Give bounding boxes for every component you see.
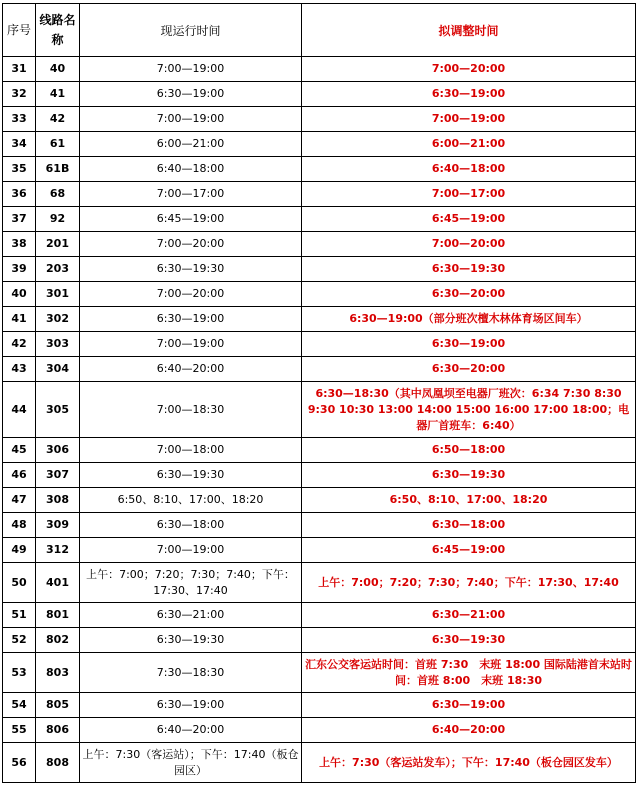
row-line-name: 92 bbox=[36, 207, 80, 232]
row-line-name: 303 bbox=[36, 332, 80, 357]
row-index: 31 bbox=[3, 57, 36, 82]
row-line-name: 61 bbox=[36, 132, 80, 157]
row-index: 43 bbox=[3, 357, 36, 382]
row-proposed-time: 6:30—19:00 bbox=[302, 332, 636, 357]
table-row bbox=[3, 628, 636, 653]
table-row bbox=[3, 488, 636, 513]
header-current-time: 现运行时间 bbox=[80, 4, 302, 57]
table-row bbox=[3, 563, 636, 603]
row-current-time: 7:00—20:00 bbox=[80, 282, 302, 307]
schedule-table-wrapper bbox=[2, 3, 635, 783]
row-index: 41 bbox=[3, 307, 36, 332]
row-line-name: 309 bbox=[36, 513, 80, 538]
row-index: 54 bbox=[3, 693, 36, 718]
row-proposed-time: 6:30—19:30 bbox=[302, 463, 636, 488]
row-line-name: 808 bbox=[36, 743, 80, 783]
row-index: 33 bbox=[3, 107, 36, 132]
row-index: 55 bbox=[3, 718, 36, 743]
table-row bbox=[3, 282, 636, 307]
row-proposed-time: 上午：7:00；7:20；7:30；7:40；下午：17:30、17:40 bbox=[302, 563, 636, 603]
table-row bbox=[3, 82, 636, 107]
row-proposed-time: 6:30—19:30 bbox=[302, 257, 636, 282]
row-index: 34 bbox=[3, 132, 36, 157]
row-index: 56 bbox=[3, 743, 36, 783]
table-row bbox=[3, 438, 636, 463]
row-current-time: 上午：7:30（客运站）；下午：17:40（板仓园区） bbox=[80, 743, 302, 783]
table-row bbox=[3, 207, 636, 232]
row-line-name: 42 bbox=[36, 107, 80, 132]
row-line-name: 806 bbox=[36, 718, 80, 743]
row-index: 45 bbox=[3, 438, 36, 463]
row-line-name: 305 bbox=[36, 382, 80, 438]
table-row bbox=[3, 603, 636, 628]
row-proposed-time: 7:00—19:00 bbox=[302, 107, 636, 132]
row-line-name: 302 bbox=[36, 307, 80, 332]
row-current-time: 7:00—18:00 bbox=[80, 438, 302, 463]
row-index: 35 bbox=[3, 157, 36, 182]
row-current-time: 6:30—19:00 bbox=[80, 307, 302, 332]
row-current-time: 6:30—21:00 bbox=[80, 603, 302, 628]
row-line-name: 801 bbox=[36, 603, 80, 628]
row-index: 42 bbox=[3, 332, 36, 357]
row-current-time: 7:00—19:00 bbox=[80, 57, 302, 82]
row-current-time: 7:00—19:00 bbox=[80, 538, 302, 563]
row-proposed-time: 6:30—20:00 bbox=[302, 357, 636, 382]
row-current-time: 6:40—20:00 bbox=[80, 357, 302, 382]
row-current-time: 7:00—20:00 bbox=[80, 232, 302, 257]
row-line-name: 304 bbox=[36, 357, 80, 382]
row-proposed-time: 6:40—18:00 bbox=[302, 157, 636, 182]
row-proposed-time: 6:30—19:30 bbox=[302, 628, 636, 653]
row-current-time: 6:30—19:00 bbox=[80, 82, 302, 107]
row-line-name: 203 bbox=[36, 257, 80, 282]
table-row bbox=[3, 107, 636, 132]
row-current-time: 6:45—19:00 bbox=[80, 207, 302, 232]
table-header-row bbox=[3, 4, 636, 57]
row-current-time: 7:00—19:00 bbox=[80, 107, 302, 132]
row-index: 50 bbox=[3, 563, 36, 603]
row-index: 52 bbox=[3, 628, 36, 653]
row-current-time: 上午：7:00；7:20；7:30；7:40；下午：17:30、17:40 bbox=[80, 563, 302, 603]
table-row bbox=[3, 718, 636, 743]
bus-schedule-table bbox=[2, 3, 636, 783]
header-proposed-time: 拟调整时间 bbox=[302, 4, 636, 57]
row-line-name: 401 bbox=[36, 563, 80, 603]
row-line-name: 308 bbox=[36, 488, 80, 513]
table-row bbox=[3, 232, 636, 257]
row-current-time: 7:00—18:30 bbox=[80, 382, 302, 438]
row-line-name: 805 bbox=[36, 693, 80, 718]
row-proposed-time: 7:00—17:00 bbox=[302, 182, 636, 207]
row-current-time: 7:00—17:00 bbox=[80, 182, 302, 207]
row-current-time: 6:50、8:10、17:00、18:20 bbox=[80, 488, 302, 513]
table-row bbox=[3, 513, 636, 538]
row-proposed-time: 6:30—21:00 bbox=[302, 603, 636, 628]
row-proposed-time: 7:00—20:00 bbox=[302, 57, 636, 82]
row-line-name: 307 bbox=[36, 463, 80, 488]
row-line-name: 312 bbox=[36, 538, 80, 563]
table-row bbox=[3, 382, 636, 438]
table-body bbox=[3, 57, 636, 783]
row-index: 44 bbox=[3, 382, 36, 438]
row-proposed-time: 6:30—20:00 bbox=[302, 282, 636, 307]
row-current-time: 7:00—19:00 bbox=[80, 332, 302, 357]
row-index: 40 bbox=[3, 282, 36, 307]
table-row bbox=[3, 57, 636, 82]
row-line-name: 803 bbox=[36, 653, 80, 693]
table-row bbox=[3, 463, 636, 488]
row-proposed-time: 6:30—19:00（部分班次檀木林体育场区间车） bbox=[302, 307, 636, 332]
row-proposed-time: 6:50、8:10、17:00、18:20 bbox=[302, 488, 636, 513]
row-current-time: 6:40—20:00 bbox=[80, 718, 302, 743]
row-line-name: 61B bbox=[36, 157, 80, 182]
row-index: 49 bbox=[3, 538, 36, 563]
table-row bbox=[3, 257, 636, 282]
row-index: 38 bbox=[3, 232, 36, 257]
row-proposed-time: 6:00—21:00 bbox=[302, 132, 636, 157]
row-index: 46 bbox=[3, 463, 36, 488]
row-proposed-time: 6:30—18:00 bbox=[302, 513, 636, 538]
table-row bbox=[3, 653, 636, 693]
row-proposed-time: 6:30—19:00 bbox=[302, 693, 636, 718]
table-row bbox=[3, 693, 636, 718]
row-index: 36 bbox=[3, 182, 36, 207]
row-current-time: 6:30—19:30 bbox=[80, 628, 302, 653]
table-row bbox=[3, 332, 636, 357]
row-index: 39 bbox=[3, 257, 36, 282]
row-proposed-time: 上午：7:30（客运站发车）；下午：17:40（板仓园区发车） bbox=[302, 743, 636, 783]
row-line-name: 306 bbox=[36, 438, 80, 463]
row-current-time: 6:30—18:00 bbox=[80, 513, 302, 538]
row-proposed-time: 6:40—20:00 bbox=[302, 718, 636, 743]
row-proposed-time: 6:50—18:00 bbox=[302, 438, 636, 463]
table-row bbox=[3, 132, 636, 157]
header-index: 序号 bbox=[3, 4, 36, 57]
row-index: 32 bbox=[3, 82, 36, 107]
row-current-time: 6:00—21:00 bbox=[80, 132, 302, 157]
table-row bbox=[3, 157, 636, 182]
row-current-time: 6:40—18:00 bbox=[80, 157, 302, 182]
table-row bbox=[3, 307, 636, 332]
row-current-time: 6:30—19:00 bbox=[80, 693, 302, 718]
row-current-time: 7:30—18:30 bbox=[80, 653, 302, 693]
row-index: 37 bbox=[3, 207, 36, 232]
row-proposed-time: 汇东公交客运站时间：首班 7:30 末班 18:00 国际陆港首末站时间：首班 8:00 末班 18:30 bbox=[302, 653, 636, 693]
row-line-name: 201 bbox=[36, 232, 80, 257]
row-proposed-time: 6:45—19:00 bbox=[302, 207, 636, 232]
row-proposed-time: 6:45—19:00 bbox=[302, 538, 636, 563]
row-index: 47 bbox=[3, 488, 36, 513]
row-proposed-time: 6:30—18:30（其中凤凰坝至电器厂班次：6:34 7:30 8:30 9:30 10:30 13:00 14:00 15:00 16:00 17:00 18:00；电器厂首班车：6:40） bbox=[302, 382, 636, 438]
row-line-name: 68 bbox=[36, 182, 80, 207]
row-index: 48 bbox=[3, 513, 36, 538]
row-proposed-time: 6:30—19:00 bbox=[302, 82, 636, 107]
row-index: 51 bbox=[3, 603, 36, 628]
row-index: 53 bbox=[3, 653, 36, 693]
row-line-name: 301 bbox=[36, 282, 80, 307]
table-row bbox=[3, 743, 636, 783]
row-line-name: 41 bbox=[36, 82, 80, 107]
row-proposed-time: 7:00—20:00 bbox=[302, 232, 636, 257]
row-current-time: 6:30—19:30 bbox=[80, 463, 302, 488]
table-row bbox=[3, 357, 636, 382]
row-line-name: 40 bbox=[36, 57, 80, 82]
table-row bbox=[3, 182, 636, 207]
header-line-name: 线路名称 bbox=[36, 4, 80, 57]
row-line-name: 802 bbox=[36, 628, 80, 653]
row-current-time: 6:30—19:30 bbox=[80, 257, 302, 282]
table-row bbox=[3, 538, 636, 563]
